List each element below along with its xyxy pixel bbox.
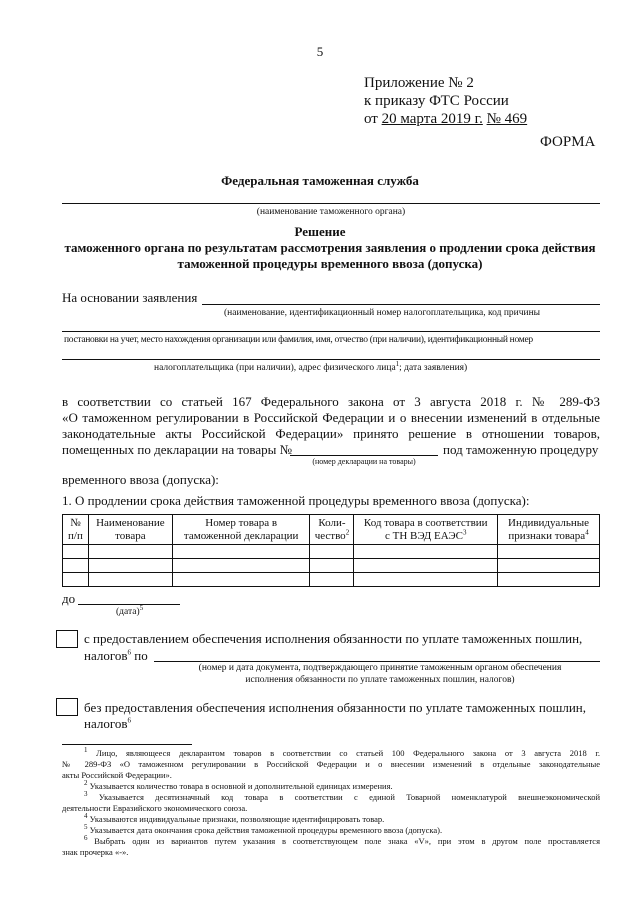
body-line-4: помещенных по декларации на товары № — [62, 442, 293, 457]
body-line-5: временного ввоза (допуска): — [62, 472, 219, 487]
decision-subtitle-2: таможенной процедуры временного ввоза (допуска) — [177, 256, 483, 271]
header-goods-name: Наименование товара — [88, 515, 172, 545]
body-line-3: законодательные акты Российской Федерации» принято решение в отношении товаров, — [62, 426, 600, 441]
footnote-4: $^4$ Указываются индивидуальные признаки, позволяющие идентифицировать товар. — [84, 812, 385, 824]
date-caption: (дата)$^5$ — [116, 603, 144, 617]
footnote-1-line-2: № 289-ФЗ «О таможенном регулировании в Российской Федерации и о внесении изменений в отдельные законодательные — [62, 759, 600, 769]
applicant-line-1 — [202, 304, 600, 305]
footnote-ref-6: 6 — [127, 648, 131, 657]
goods-table-header-row — [63, 515, 600, 545]
basis-label: На основании заявления — [62, 290, 198, 305]
applicant-caption-3 — [154, 359, 468, 374]
footnote-separator — [62, 744, 192, 745]
footnote-1-line-3: акты Российской Федерации». — [62, 770, 172, 780]
appendix-from: от — [364, 111, 378, 127]
body-line-2: «О таможенном регулировании в Российской Федерации и о внесении изменений в отдельные — [62, 410, 600, 425]
table-row — [63, 559, 600, 573]
footnote-1-line-1: $^1$ Лицо, являющееся декларантом товаров в соответствии со статьей 100 Федерального закона от 3 августа 2018 г. — [84, 746, 600, 758]
footnote-ref-2: 2 — [345, 527, 350, 536]
table-row — [63, 573, 600, 587]
option-1-line-1: с предоставлением обеспечения исполнения обязанности по уплате таможенных пошлин, — [84, 631, 583, 646]
option-1-line-2: налогов$^6$ по — [84, 648, 148, 663]
body-line-4-end: под таможенную процедуру — [443, 442, 599, 457]
appendix-line1: Приложение № 2 — [364, 75, 474, 91]
without-security-checkbox[interactable] — [56, 698, 78, 716]
with-security-checkbox[interactable] — [56, 630, 78, 648]
item-1-heading: 1. О продлении срока действия таможенной процедуры временного ввоза (допуска): — [62, 493, 530, 508]
header-declaration-item: Номер товара в таможенной декларации — [172, 515, 310, 545]
option-1-caption-1: (номер и дата документа, подтверждающего принятие таможенным органом обеспечения — [198, 663, 562, 673]
until-label: до — [62, 591, 76, 606]
appendix-block — [364, 74, 541, 128]
service-name: Федеральная таможенная служба — [221, 173, 419, 188]
table-row — [63, 545, 600, 559]
date-line — [78, 604, 180, 605]
footnote-ref-1: 1 — [395, 359, 400, 368]
header-individual-features: Индивидуальные признаки товара$^4$ — [498, 515, 600, 545]
footnote-ref-4: 4 — [585, 527, 589, 536]
applicant-caption-3-end: ; дата заявления) — [399, 363, 468, 373]
applicant-caption-3-text: налогоплательщика (при наличии), адрес физического лица — [154, 363, 396, 373]
footnote-3-line-1: $^3$ Указывается десятизначный код товара в соответствии с единой Товарной номенклатурой внешнеэкономической — [84, 790, 601, 802]
footnote-6-line-1: $^6$ Выбрать один из вариантов путем указания в соответствующем поле знака «V», при этом в другом поле проставляется — [84, 834, 600, 846]
footnote-ref-5: 5 — [139, 603, 144, 612]
applicant-line-3 — [62, 359, 600, 360]
decision-title: Решение — [294, 224, 346, 239]
body-line-1: в соответствии со статьей 167 Федерального закона от 3 августа 2018 г. № 289-ФЗ — [62, 394, 600, 409]
footnote-ref-3: 3 — [462, 527, 467, 536]
footnote-ref-6b: 6 — [127, 716, 131, 725]
declaration-number-line — [290, 455, 438, 456]
decision-subtitle-1: таможенного органа по результатам рассмотрения заявления о продлении срока действия — [64, 240, 596, 255]
header-number: № п/п — [63, 515, 89, 545]
appendix-date: 20 марта 2019 г. — [381, 111, 483, 127]
declaration-caption: (номер декларации на товары) — [312, 457, 416, 466]
footnote-3-line-2: деятельности Евразийского экономического союза. — [62, 803, 248, 813]
header-hs-code: Код товара в соответствии с ТН ВЭД ЕАЭС$^3$ — [354, 515, 498, 545]
appendix-line3 — [364, 110, 541, 128]
customs-body-caption: (наименование таможенного органа) — [256, 207, 406, 217]
footnote-2: $^2$ Указывается количество товара в основной и дополнительной единицах измерения. — [84, 779, 393, 791]
footnotes — [62, 748, 600, 858]
option-2-line-1: без предоставления обеспечения исполнения обязанности по уплате таможенных пошлин, — [84, 700, 586, 715]
appendix-line2: к приказу ФТС России — [364, 93, 509, 109]
header-quantity: Коли- чество$^2$ — [310, 515, 354, 545]
applicant-line-2 — [62, 331, 600, 332]
customs-body-line — [62, 203, 600, 204]
footnote-5: $^5$ Указывается дата окончания срока действия таможенной процедуры временного ввоза (допуска). — [84, 823, 443, 835]
goods-table — [62, 514, 600, 587]
applicant-caption-2: постановки на учет, место нахождения организации или фамилия, имя, отчество (при наличии), идентификационный номер — [64, 335, 533, 345]
applicant-caption-1: (наименование, идентификационный номер налогоплательщика, код причины — [224, 308, 541, 318]
option-1-caption-2: исполнения обязанности по уплате таможенных пошлин, налогов) — [245, 675, 515, 685]
option-2-line-2: налогов$^6$ — [84, 716, 131, 731]
forma-label: ФОРМА — [540, 134, 596, 150]
appendix-order-number: № 469 — [486, 111, 528, 127]
footnote-6-line-2: знак прочерка «-». — [62, 847, 129, 857]
page-number: 5 — [316, 44, 324, 59]
